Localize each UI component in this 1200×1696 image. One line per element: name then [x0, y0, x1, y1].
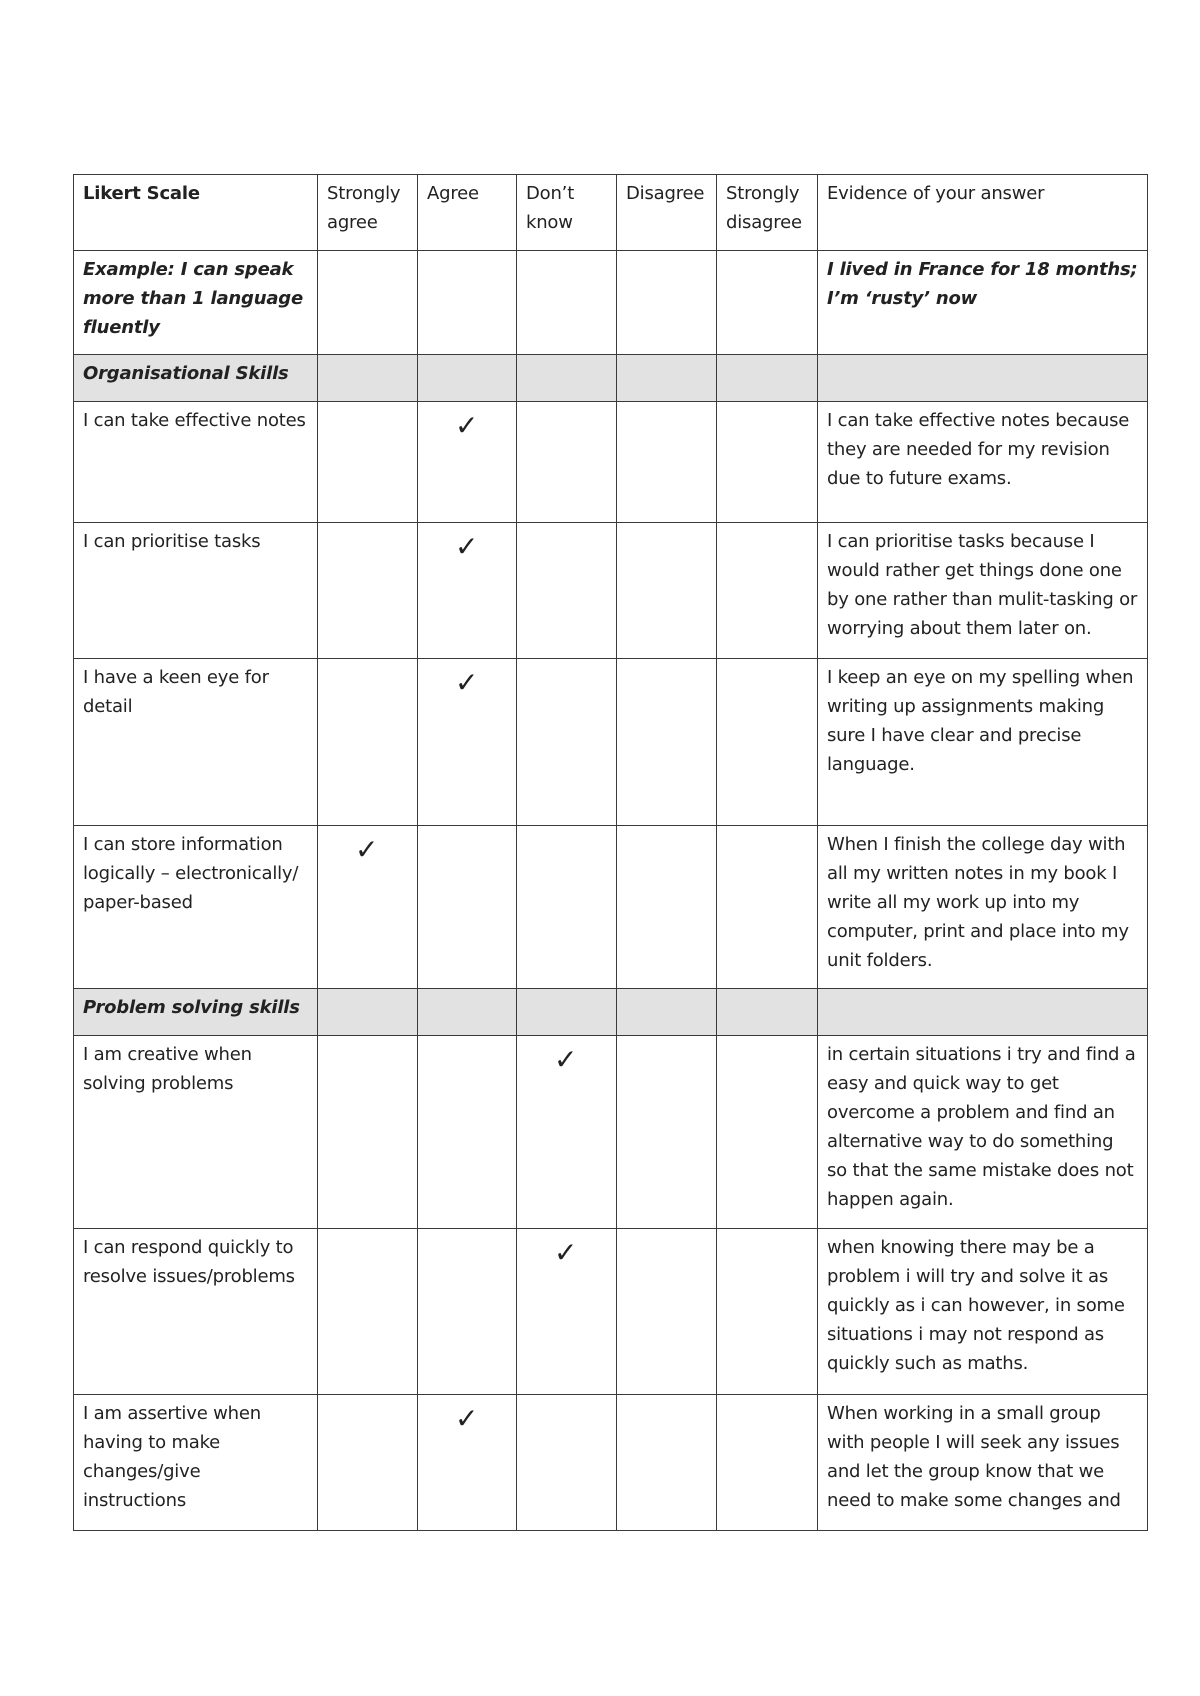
rating-cell-strongly-disagree[interactable]	[717, 402, 818, 523]
rating-cell-strongly-disagree[interactable]	[717, 1395, 818, 1531]
header-row	[74, 175, 1148, 251]
evidence-text: When working in a small group with people I will seek any issues and let the group know that we need to make some changes and	[818, 1395, 1148, 1531]
header-evidence: Evidence of your answer	[818, 175, 1148, 251]
header-agree: Agree	[418, 175, 517, 251]
rating-cell-dont-know[interactable]	[517, 826, 617, 989]
rating-cell-disagree[interactable]	[617, 659, 717, 826]
header-dont-know: Don’t know	[517, 175, 617, 251]
empty-cell	[517, 251, 617, 355]
section-shaded-cell	[517, 989, 617, 1036]
evidence-text: I can take effective notes because they are needed for my revision due to future exams.	[818, 402, 1148, 523]
rating-cell-disagree[interactable]	[617, 826, 717, 989]
rating-cell-strongly-disagree[interactable]	[717, 659, 818, 826]
rating-cell-agree[interactable]	[418, 1036, 517, 1229]
rating-cell-disagree[interactable]	[617, 523, 717, 659]
checkmark-icon: ✓	[355, 833, 379, 866]
section-header-row	[74, 355, 1148, 402]
statement-row	[74, 1036, 1148, 1229]
checkmark-icon: ✓	[455, 1402, 479, 1435]
rating-cell-dont-know[interactable]	[517, 1395, 617, 1531]
example-statement: Example: I can speak more than 1 language fluently	[74, 251, 318, 355]
rating-cell-disagree[interactable]	[617, 402, 717, 523]
evidence-text: I can prioritise tasks because I would rather get things done one by one rather than mulit-tasking or worrying about them later on.	[818, 523, 1148, 659]
checkmark-icon: ✓	[455, 409, 479, 442]
rating-cell-strongly-disagree[interactable]	[717, 523, 818, 659]
section-shaded-cell	[818, 989, 1148, 1036]
section-shaded-cell	[617, 989, 717, 1036]
empty-cell	[418, 251, 517, 355]
rating-cell-dont-know[interactable]	[517, 1036, 617, 1229]
section-shaded-cell	[318, 355, 418, 402]
checkmark-icon: ✓	[455, 530, 479, 563]
header-strongly-agree: Strongly agree	[318, 175, 418, 251]
section-header-row	[74, 989, 1148, 1036]
section-shaded-cell	[617, 355, 717, 402]
rating-cell-dont-know[interactable]	[517, 659, 617, 826]
statement-text: I can store information logically – electronically/ paper-based	[74, 826, 318, 989]
rating-cell-agree[interactable]	[418, 523, 517, 659]
evidence-text: I keep an eye on my spelling when writing up assignments making sure I have clear and precise language.	[818, 659, 1148, 826]
section-shaded-cell	[517, 355, 617, 402]
section-shaded-cell	[318, 989, 418, 1036]
statement-text: I am creative when solving problems	[74, 1036, 318, 1229]
rating-cell-dont-know[interactable]	[517, 1229, 617, 1395]
rating-cell-agree[interactable]	[418, 1229, 517, 1395]
empty-cell	[617, 251, 717, 355]
statement-row	[74, 826, 1148, 989]
statement-text: I can prioritise tasks	[74, 523, 318, 659]
header-disagree: Disagree	[617, 175, 717, 251]
rating-cell-agree[interactable]	[418, 826, 517, 989]
statement-row	[74, 659, 1148, 826]
rating-cell-agree[interactable]	[418, 659, 517, 826]
section-shaded-cell	[717, 989, 818, 1036]
statement-row	[74, 1229, 1148, 1395]
empty-cell	[318, 251, 418, 355]
example-row	[74, 251, 1148, 355]
rating-cell-strongly-disagree[interactable]	[717, 1229, 818, 1395]
rating-cell-strongly-agree[interactable]	[318, 1036, 418, 1229]
statement-row	[74, 523, 1148, 659]
rating-cell-strongly-disagree[interactable]	[717, 826, 818, 989]
checkmark-icon: ✓	[554, 1236, 578, 1269]
rating-cell-disagree[interactable]	[617, 1229, 717, 1395]
section-title: Problem solving skills	[74, 989, 318, 1036]
rating-cell-strongly-agree[interactable]	[318, 1395, 418, 1531]
section-shaded-cell	[818, 355, 1148, 402]
rating-cell-agree[interactable]	[418, 1395, 517, 1531]
example-evidence: I lived in France for 18 months; I’m ‘rusty’ now	[818, 251, 1148, 355]
evidence-text: in certain situations i try and find a easy and quick way to get overcome a problem and find an alternative way to do something so that the same mistake does not happen again.	[818, 1036, 1148, 1229]
section-shaded-cell	[717, 355, 818, 402]
rating-cell-strongly-agree[interactable]	[318, 1229, 418, 1395]
statement-row	[74, 402, 1148, 523]
statement-text: I have a keen eye for detail	[74, 659, 318, 826]
evidence-text: when knowing there may be a problem i will try and solve it as quickly as i can however, in some situations i may not respond as quickly such as maths.	[818, 1229, 1148, 1395]
rating-cell-strongly-agree[interactable]	[318, 523, 418, 659]
empty-cell	[717, 251, 818, 355]
section-shaded-cell	[418, 355, 517, 402]
statement-text: I can respond quickly to resolve issues/problems	[74, 1229, 318, 1395]
rating-cell-disagree[interactable]	[617, 1395, 717, 1531]
rating-cell-agree[interactable]	[418, 402, 517, 523]
rating-cell-strongly-agree[interactable]	[318, 826, 418, 989]
statement-row	[74, 1395, 1148, 1531]
rating-cell-strongly-agree[interactable]	[318, 659, 418, 826]
likert-scale-table	[73, 174, 1148, 1531]
evidence-text: When I finish the college day with all my written notes in my book I write all my work up into my computer, print and place into my unit folders.	[818, 826, 1148, 989]
section-shaded-cell	[418, 989, 517, 1036]
section-title: Organisational Skills	[74, 355, 318, 402]
rating-cell-strongly-agree[interactable]	[318, 402, 418, 523]
rating-cell-disagree[interactable]	[617, 1036, 717, 1229]
statement-text: I am assertive when having to make changes/give instructions	[74, 1395, 318, 1531]
rating-cell-dont-know[interactable]	[517, 402, 617, 523]
header-strongly-disagree: Strongly disagree	[717, 175, 818, 251]
header-likert-scale: Likert Scale	[74, 175, 318, 251]
rating-cell-dont-know[interactable]	[517, 523, 617, 659]
rating-cell-strongly-disagree[interactable]	[717, 1036, 818, 1229]
checkmark-icon: ✓	[455, 666, 479, 699]
statement-text: I can take effective notes	[74, 402, 318, 523]
checkmark-icon: ✓	[554, 1043, 578, 1076]
